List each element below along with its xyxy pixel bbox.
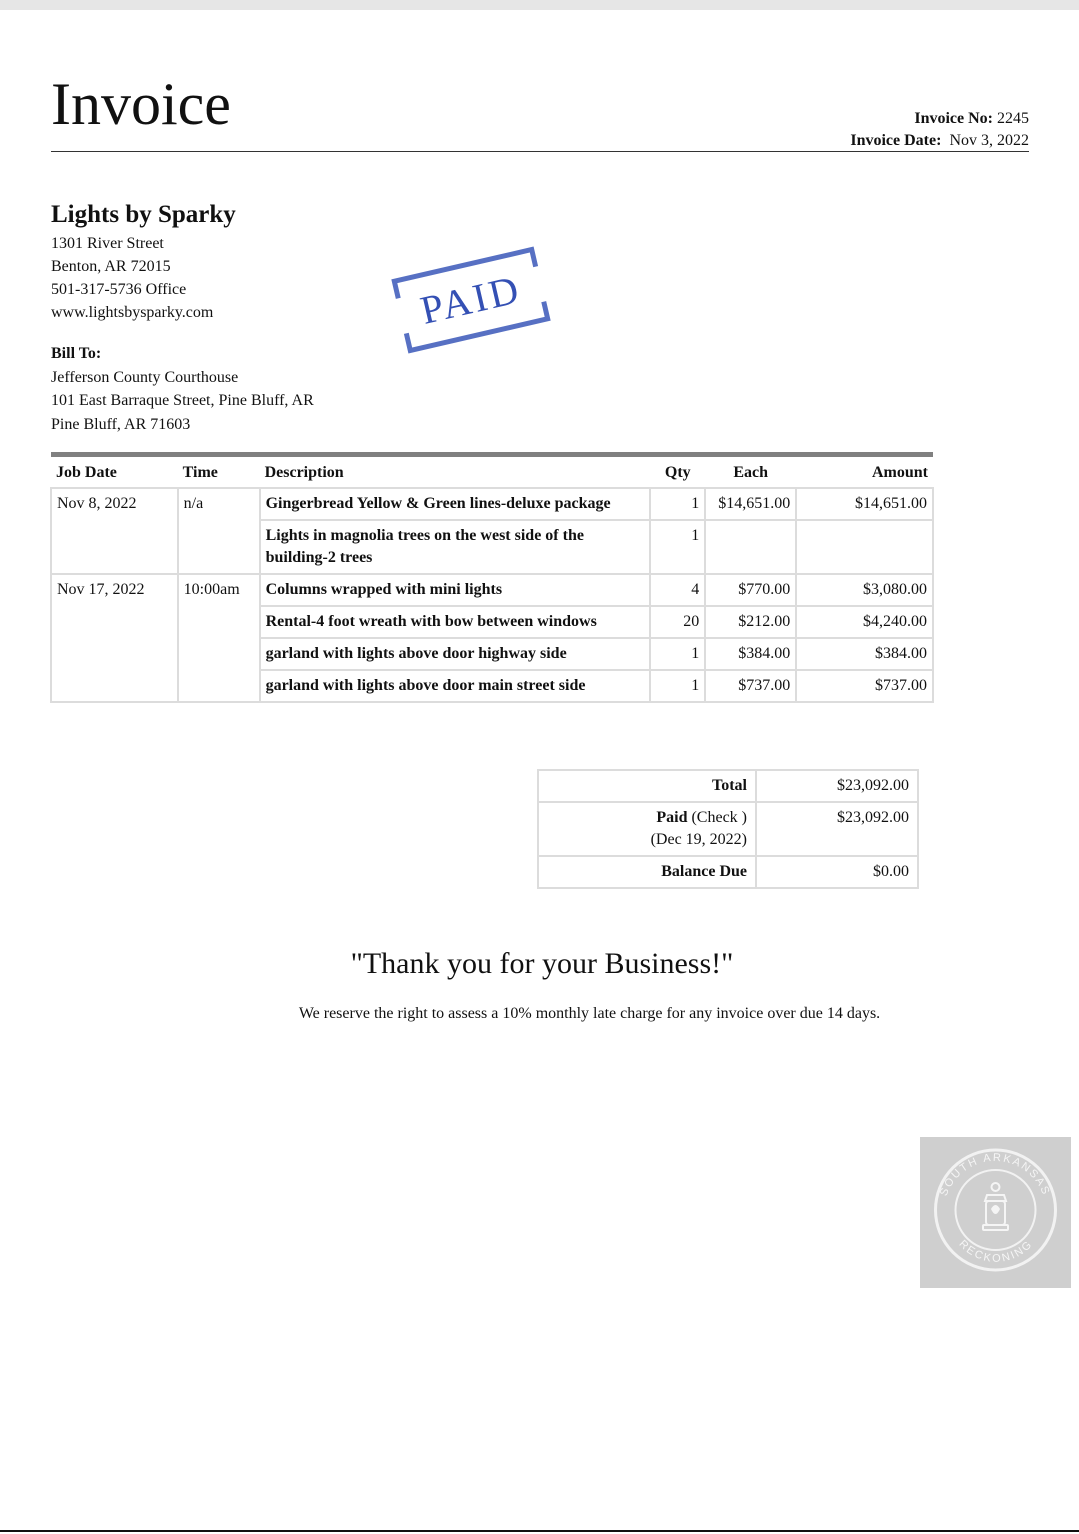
invoice-date-value: Nov 3, 2022 [949, 132, 1029, 149]
watermark-logo [920, 1137, 1071, 1288]
bill-to-name: Jefferson County Courthouse [51, 368, 239, 386]
cell-each: $14,651.00 [705, 488, 796, 520]
paid-row [538, 802, 918, 856]
top-bar [0, 0, 1079, 10]
cell-time [178, 606, 260, 638]
paid-date: (Dec 19, 2022) [650, 831, 747, 848]
col-header-qty: Qty [664, 464, 691, 481]
cell-description: Rental-4 foot wreath with bow between windows [260, 606, 651, 638]
cell-qty: 1 [650, 488, 705, 520]
company-name: Lights by Sparky [51, 201, 236, 228]
invoice-number-label: Invoice No: [914, 110, 993, 127]
paid-value: $23,092.00 [756, 802, 918, 856]
company-website: www.lightsbysparky.com [51, 304, 214, 321]
table-row [51, 638, 933, 670]
total-value: $23,092.00 [756, 770, 918, 802]
cell-qty: 1 [650, 670, 705, 702]
bottom-divider [0, 1530, 1079, 1532]
cell-qty: 4 [650, 574, 705, 606]
cell-qty: 1 [650, 520, 705, 574]
col-header-description: Description [264, 464, 344, 481]
invoice-number [850, 108, 1029, 130]
cell-time [178, 520, 260, 574]
paid-method: (Check ) [691, 809, 747, 826]
col-header-amount: Amount [871, 464, 928, 481]
cell-description: Lights in magnolia trees on the west side of the building-2 trees [260, 520, 651, 574]
cell-time [178, 638, 260, 670]
cell-time: 10:00am [178, 574, 260, 606]
cell-qty: 1 [650, 638, 705, 670]
table-row [51, 606, 933, 638]
total-label: Total [712, 777, 747, 794]
bill-to-block [51, 342, 314, 436]
company-block [51, 198, 236, 324]
col-header-time: Time [182, 464, 218, 481]
invoice-number-value: 2245 [997, 110, 1029, 127]
cell-amount: $14,651.00 [796, 488, 933, 520]
table-row [51, 488, 933, 520]
cell-job-date [51, 670, 178, 702]
cell-each: $770.00 [705, 574, 796, 606]
watermark-logo-graphic [920, 1137, 1071, 1288]
company-phone: 501-317-5736 Office [51, 281, 187, 298]
invoice-date [850, 130, 1029, 152]
watermark-top-text: SOUTH ARKANSAS [937, 1151, 1053, 1198]
cell-each [705, 520, 796, 574]
paid-stamp-text: PAID [416, 266, 526, 333]
total-row [538, 770, 918, 802]
cell-description: Gingerbread Yellow & Green lines-deluxe package [260, 488, 651, 520]
thank-you-message: "Thank you for your Business!" [350, 947, 734, 980]
bill-to-address-line2: Pine Bluff, AR 71603 [51, 415, 191, 433]
svg-text:RECKONING [957, 1238, 1036, 1265]
cell-time [178, 670, 260, 702]
cell-job-date: Nov 8, 2022 [51, 488, 178, 520]
cell-time: n/a [178, 488, 260, 520]
company-address-line2: Benton, AR 72015 [51, 258, 171, 275]
cell-amount [796, 520, 933, 574]
cell-qty: 20 [650, 606, 705, 638]
page-title: Invoice [51, 71, 231, 137]
cell-amount: $3,080.00 [796, 574, 933, 606]
cell-description: garland with lights above door highway side [260, 638, 651, 670]
paid-stamp [391, 247, 550, 354]
cell-amount: $737.00 [796, 670, 933, 702]
balance-value: $0.00 [756, 856, 918, 888]
cell-description: Columns wrapped with mini lights [260, 574, 651, 606]
cell-job-date [51, 520, 178, 574]
balance-label: Balance Due [661, 863, 747, 880]
table-header-row [51, 455, 933, 489]
col-header-job-date: Job Date [56, 464, 117, 481]
cell-each: $212.00 [705, 606, 796, 638]
cell-description: garland with lights above door main street side [260, 670, 651, 702]
col-header-each: Each [733, 464, 769, 481]
table-row [51, 574, 933, 606]
title-divider [51, 151, 1029, 152]
cell-each: $737.00 [705, 670, 796, 702]
bill-to-address-line1: 101 East Barraque Street, Pine Bluff, AR [51, 392, 314, 409]
company-address-line1: 1301 River Street [51, 235, 164, 252]
totals-table [537, 769, 919, 889]
cell-each: $384.00 [705, 638, 796, 670]
bill-to-label: Bill To: [51, 345, 102, 362]
invoice-meta [850, 108, 1029, 152]
table-row [51, 670, 933, 702]
lantern-icon [983, 1183, 1008, 1230]
balance-row [538, 856, 918, 888]
cell-amount: $384.00 [796, 638, 933, 670]
invoice-date-label: Invoice Date: [850, 132, 942, 149]
paid-label: Paid [656, 809, 688, 826]
table-row [51, 520, 933, 574]
cell-job-date: Nov 17, 2022 [51, 574, 178, 606]
watermark-bottom-text: RECKONING [956, 1237, 1036, 1265]
cell-job-date [51, 606, 178, 638]
cell-amount: $4,240.00 [796, 606, 933, 638]
line-items-table [50, 452, 934, 703]
cell-job-date [51, 638, 178, 670]
late-charge-note: We reserve the right to assess a 10% monthly late charge for any invoice over due 14 days. [298, 1005, 881, 1022]
